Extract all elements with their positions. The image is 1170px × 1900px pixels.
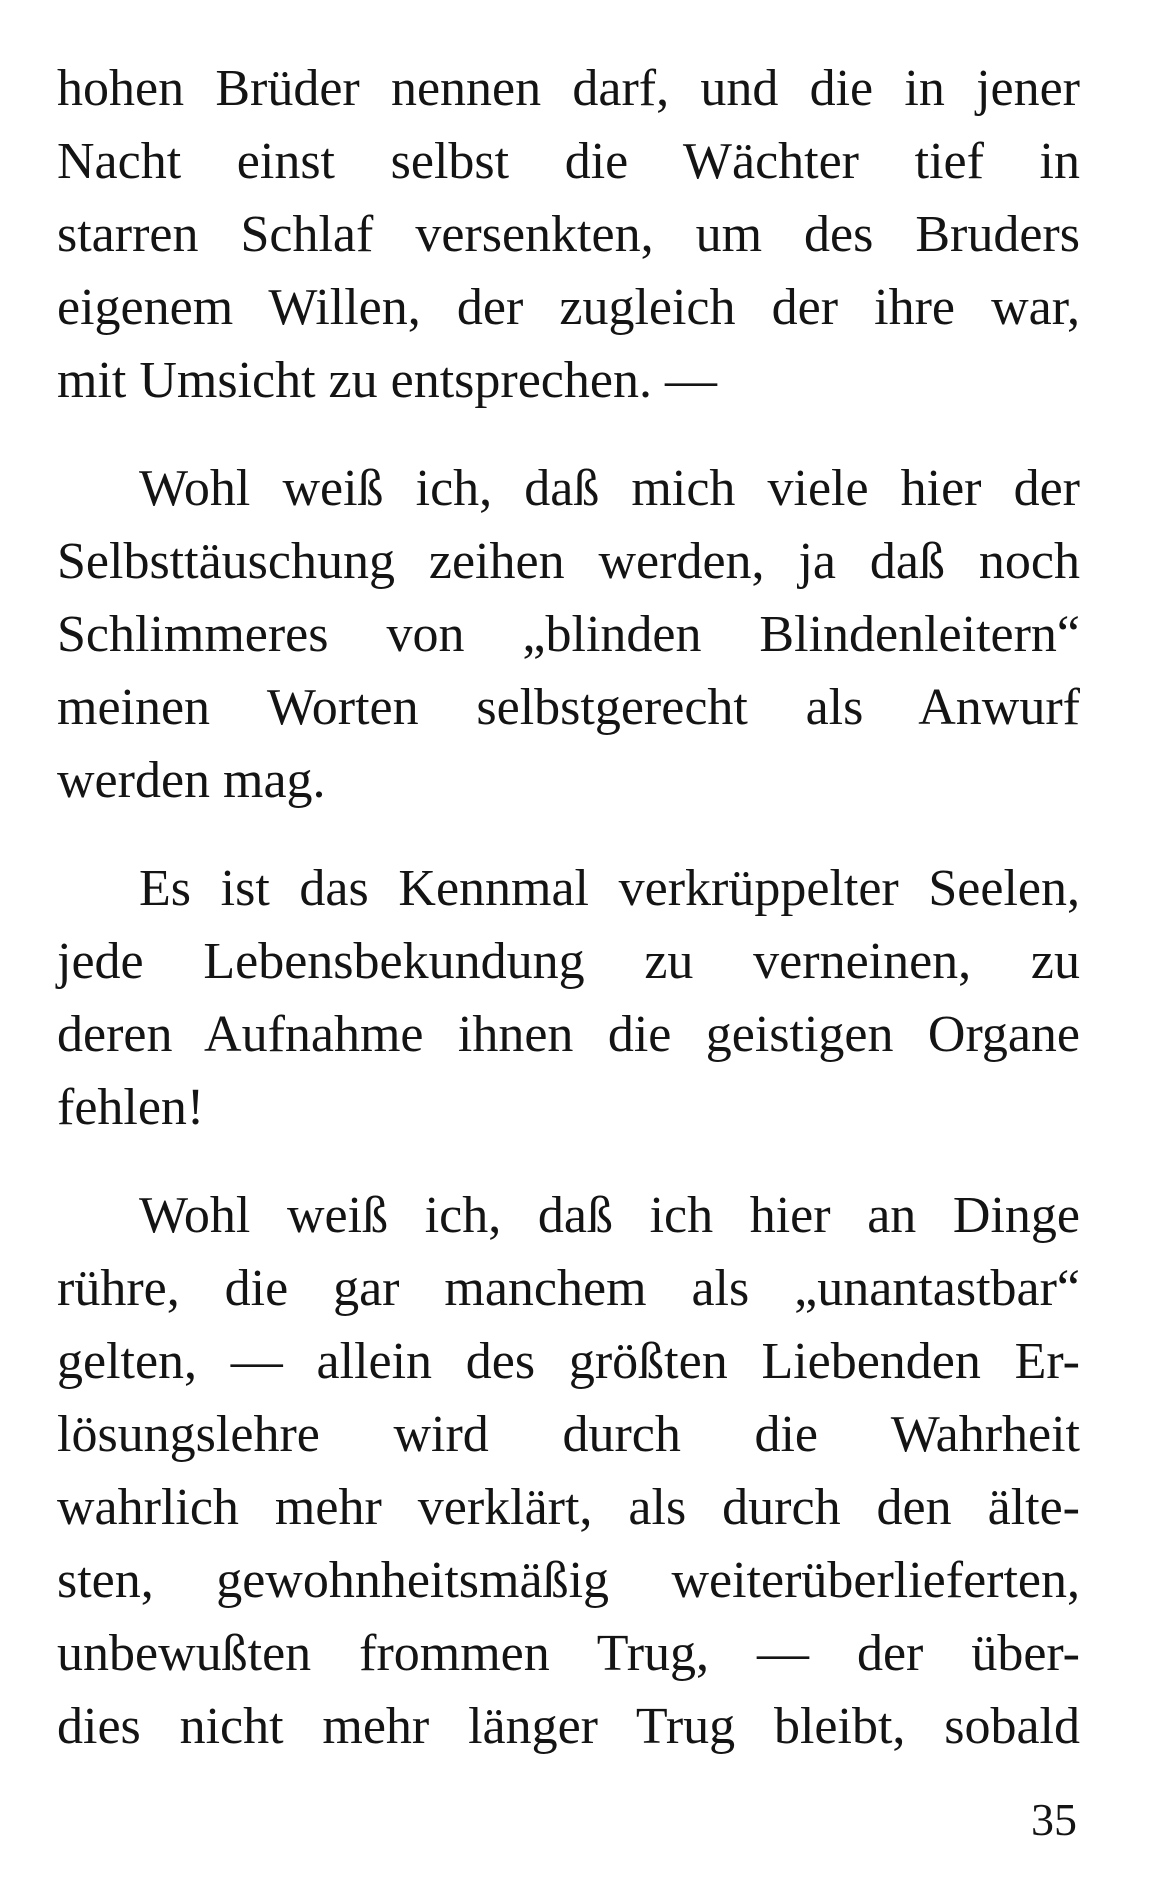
text-line: Wohl weiß ich, daß ich hier an Dinge <box>139 1187 1080 1244</box>
text-line: sten, gewohnheitsmäßig weiterüberlieferten, <box>57 1552 1080 1609</box>
paragraph-1 <box>57 52 1080 417</box>
paragraph-3 <box>57 852 1080 1144</box>
text-line: rühre, die gar manchem als „unantastbar“ <box>57 1260 1080 1317</box>
text-line: hohen Brüder nennen darf, und die in jener <box>57 60 1080 117</box>
text-line: Selbsttäuschung zeihen werden, ja daß noch <box>57 533 1080 590</box>
text-line: Schlimmeres von „blinden Blindenleitern“ <box>57 606 1080 663</box>
paragraph-2 <box>57 452 1080 817</box>
text-line: Es ist das Kennmal verkrüppelter Seelen, <box>139 860 1080 917</box>
text-line: dies nicht mehr länger Trug bleibt, sobald <box>57 1698 1080 1755</box>
text-line: wahrlich mehr verklärt, als durch den älte- <box>57 1479 1080 1536</box>
page-number: 35 <box>1031 1794 1077 1845</box>
text-line: eigenem Willen, der zugleich der ihre war, <box>57 279 1080 336</box>
book-page-text <box>57 52 1080 1798</box>
text-line: starren Schlaf versenkten, um des Bruders <box>57 206 1080 263</box>
text-line: unbewußten frommen Trug, — der über- <box>57 1625 1080 1682</box>
text-line: gelten, — allein des größten Liebenden Er- <box>57 1333 1080 1390</box>
text-line: jede Lebensbekundung zu verneinen, zu <box>57 933 1080 990</box>
text-line: fehlen! <box>57 1079 205 1136</box>
text-line: Nacht einst selbst die Wächter tief in <box>57 133 1080 190</box>
text-line: lösungslehre wird durch die Wahrheit <box>57 1406 1080 1463</box>
text-line: meinen Worten selbstgerecht als Anwurf <box>57 679 1080 736</box>
text-line: werden mag. <box>57 752 326 809</box>
paragraph-4 <box>57 1179 1080 1763</box>
text-line: mit Umsicht zu entsprechen. — <box>57 352 717 409</box>
text-line: Wohl weiß ich, daß mich viele hier der <box>139 460 1080 517</box>
text-line: deren Aufnahme ihnen die geistigen Organe <box>57 1006 1080 1063</box>
